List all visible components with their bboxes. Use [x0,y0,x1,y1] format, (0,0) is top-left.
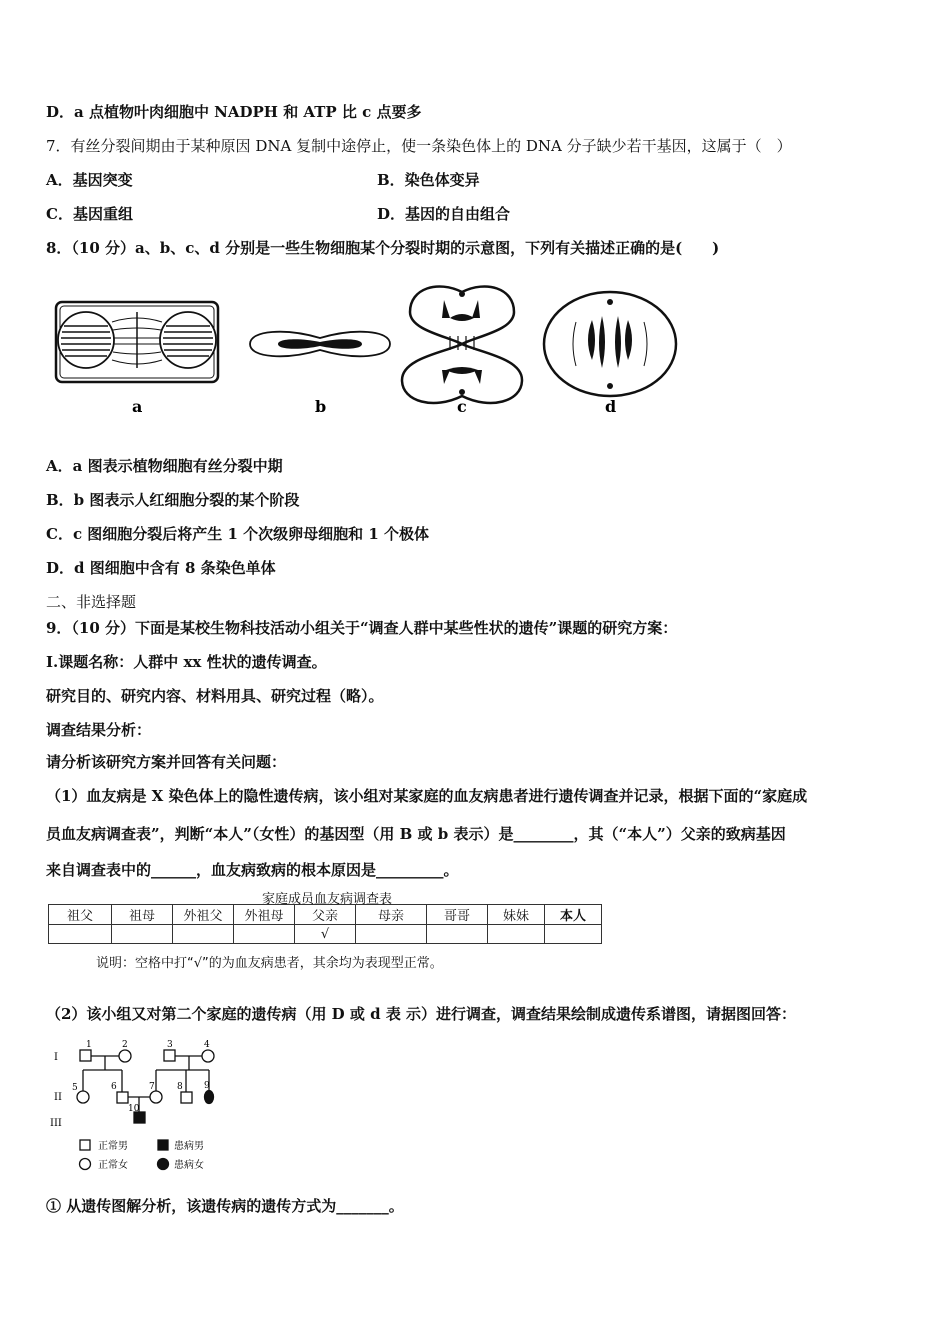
individual-9 [205,1091,214,1104]
individual-id: 3 [167,1040,173,1050]
q8-option-b: B．b 图表示人红细胞分裂的某个阶段 [46,491,300,509]
table-cell [488,925,545,944]
individual-id: 2 [122,1040,128,1050]
individual-id: 10 [128,1104,140,1114]
table-cell [173,925,234,944]
individual-5 [77,1091,89,1103]
table-header-cell: 哥哥 [427,905,488,925]
generation-label: II [54,1092,62,1103]
table-header-cell: 祖父 [49,905,112,925]
q8-option-a: A．a 图表示植物细胞有丝分裂中期 [46,457,283,475]
section-heading: 二、非选择题 [46,593,137,611]
generation-label: I [54,1052,58,1063]
cell-label-b: b [315,397,327,416]
cell-label-c: c [457,397,467,416]
cell-label-a: a [132,397,143,416]
table-row [49,925,602,944]
individual-7 [150,1091,162,1103]
cell-a [56,302,218,382]
legend-affected-male-icon [158,1140,168,1150]
q9-part1-line2: 员血友病调查表”，判断“本人”（女性）的基因型（用 B 或 b 表示）是________，其（“本人”）父亲的致病基因 [46,825,786,843]
legend-normal-female-icon [80,1159,91,1170]
legend-normal-male: 正常男 [98,1141,128,1152]
individual-1 [80,1050,91,1061]
q7-option-a: A．基因突变 [46,171,133,189]
q7-option-b: B．染色体变异 [377,171,480,189]
table-note: 说明：空格中打“√”的为血友病患者，其余均为表现型正常。 [96,956,443,971]
individual-id: 1 [86,1040,92,1050]
table-header-row [49,905,602,925]
table-cell [112,925,173,944]
individual-2 [119,1050,131,1062]
cell-b [250,332,390,357]
individual-4 [202,1050,214,1062]
q9-analysis: 调查结果分析： [46,721,152,739]
table-cell [234,925,295,944]
table-header-cell: 外祖母 [234,905,295,925]
pedigree-chart [46,1036,246,1176]
cell-division-figure [46,272,696,420]
individual-6 [117,1092,128,1103]
q7-stem: 7．有丝分裂间期由于某种原因 DNA 复制中途停止，使一条染色体上的 DNA 分子缺少若干基因，这属于（ ） [46,137,792,155]
cell-d [544,292,676,396]
family-table-title: 家庭成员血友病调查表 [262,892,393,907]
table-header-cell: 母亲 [356,905,427,925]
table-header-cell: 外祖父 [173,905,234,925]
q9-part1-line1: （1）血友病是 X 染色体上的隐性遗传病，该小组对某家庭的血友病患者进行遗传调查并记录，根据下面的“家庭成 [46,787,808,805]
q7-option-d: D．基因的自由组合 [377,205,511,223]
individual-3 [164,1050,175,1061]
q9-part2-question1: ① 从遗传图解分析，该遗传病的遗传方式为_______。 [46,1197,404,1215]
q8-option-c: C．c 图细胞分裂后将产生 1 个次级卵母细胞和 1 个极体 [46,525,430,543]
table-cell [545,925,602,944]
table-cell: √ [295,925,356,944]
q9-part2: （2）该小组又对第二个家庭的遗传病（用 D 或 d 表 示）进行调查，调查结果绘制成遗传系谱图，请据图回答： [46,1005,797,1023]
individual-id: 8 [177,1082,183,1092]
table-header-cell: 本人 [545,905,602,925]
q8-stem: 8．（10 分）a、b、c、d 分别是一些生物细胞某个分裂时期的示意图，下列有关描述正确的是( ) [46,239,720,257]
generation-label: III [50,1118,62,1129]
table-header-cell: 妹妹 [488,905,545,925]
individual-id: 4 [204,1040,210,1050]
legend-normal-male-icon [80,1140,90,1150]
table-header-cell: 父亲 [295,905,356,925]
q6-option-d: D．a 点植物叶肉细胞中 NADPH 和 ATP 比 c 点要多 [46,103,422,121]
table-header-cell: 祖母 [112,905,173,925]
individual-id: 5 [72,1083,78,1093]
individual-id: 9 [204,1081,210,1091]
q9-title: I.课题名称：人群中 xx 性状的遗传调查。 [46,653,327,671]
table-cell [356,925,427,944]
legend-normal-female: 正常女 [98,1160,128,1171]
q9-part1-line3: 来自调查表中的______，血友病致病的根本原因是_________。 [46,861,459,879]
family-survey-table [48,904,602,944]
q9-instruction: 请分析该研究方案并回答有关问题： [46,753,287,771]
individual-id: 7 [149,1082,155,1092]
cell-c [402,286,522,402]
legend-affected-female: 患病女 [174,1160,204,1171]
q7-option-c: C．基因重组 [46,205,133,223]
table-cell [49,925,112,944]
q9-stem: 9．（10 分）下面是某校生物科技活动小组关于“调查人群中某些性状的遗传”课题的研究方案： [46,619,678,637]
q8-option-d: D．d 图细胞中含有 8 条染色单体 [46,559,276,577]
individual-8 [181,1092,192,1103]
q9-purpose: 研究目的、研究内容、材料用具、研究过程（略）。 [46,687,384,705]
individual-id: 6 [111,1082,117,1092]
legend-affected-female-icon [158,1159,169,1170]
table-cell [427,925,488,944]
cell-label-d: d [605,397,617,416]
legend-affected-male: 患病男 [174,1141,204,1152]
